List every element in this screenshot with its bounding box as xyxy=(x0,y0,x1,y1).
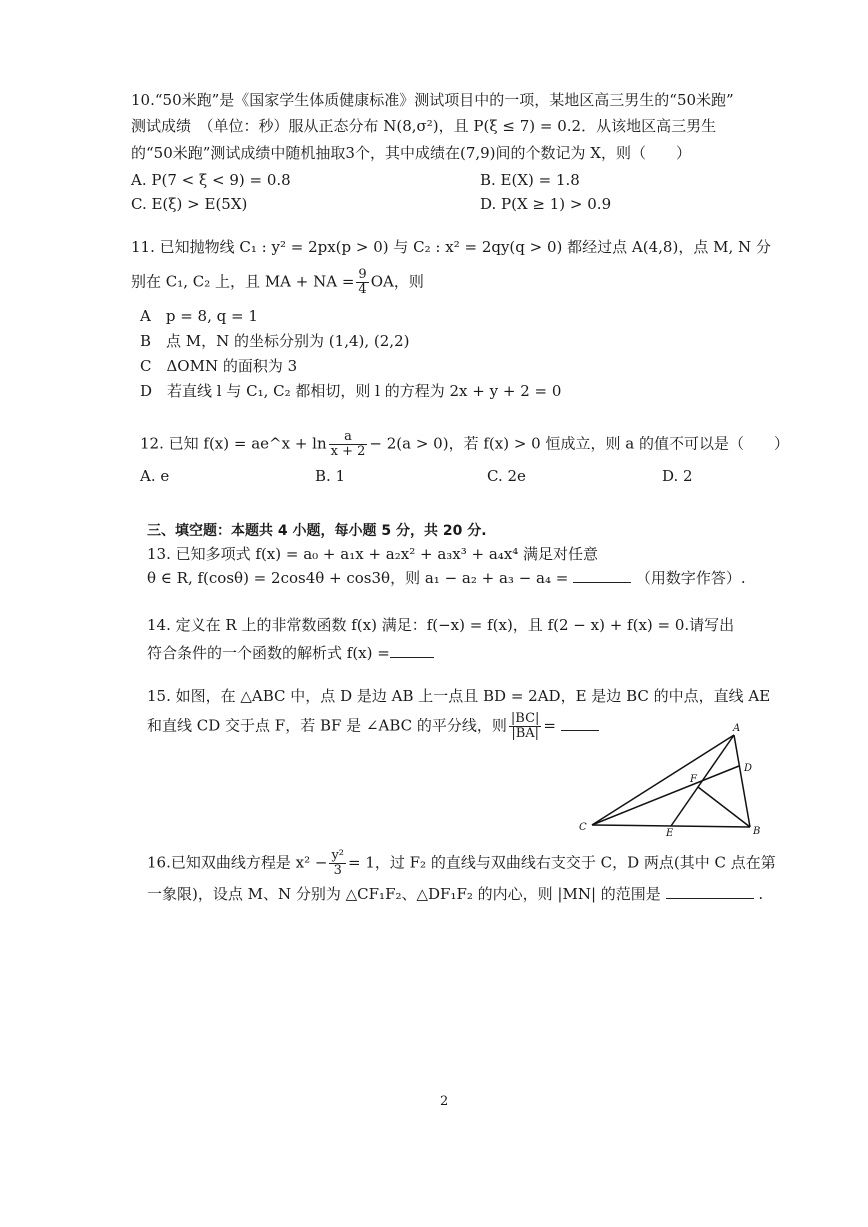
q16-answer-blank[interactable] xyxy=(666,884,754,899)
q10-option-a: A. P(7 < ξ < 9) = 0.8 xyxy=(131,171,291,189)
label-a: A xyxy=(733,723,741,734)
q13-stem-line1: 13. 已知多项式 f(x) = a₀ + a₁x + a₂x² + a₃x³ + a₄x⁴ 满足对任意 xyxy=(147,545,599,563)
label-c: C xyxy=(579,822,587,833)
q12-frac-denominator: x + 2 xyxy=(330,444,366,459)
q16-stem-tail: . xyxy=(758,885,764,903)
q16-stem-text-b: = 1，过 F₂ 的直线与双曲线右支交于 C，D 两点(其中 C 点在第 xyxy=(348,853,776,872)
q11-stem-text-b: OA，则 xyxy=(370,272,424,291)
q13-stem-line2 xyxy=(147,568,746,588)
page-number: 2 xyxy=(440,1094,449,1109)
q11-stem-line2 xyxy=(131,268,424,297)
q12-stem-text-a: 12. 已知 f(x) = ae^x + ln xyxy=(140,434,327,453)
line-ca xyxy=(592,735,734,825)
q11-fraction xyxy=(356,268,368,297)
q16-stem-line2 xyxy=(147,884,763,904)
q11-stem-text-a: 别在 C₁, C₂ 上，且 MA + NA = xyxy=(131,272,355,291)
triangle-figure xyxy=(570,720,770,842)
q15-stem-line1: 15. 如图，在 △ABC 中，点 D 是边 AB 上一点且 BD = 2AD，E 是边 BC 的中点，直线 AE xyxy=(147,687,771,705)
label-f: F xyxy=(690,774,697,785)
q13-answer-blank[interactable] xyxy=(573,568,631,583)
q16-fraction xyxy=(329,849,346,878)
q14-answer-blank[interactable] xyxy=(390,643,434,658)
q11-option-d: D 若直线 l 与 C₁, C₂ 都相切，则 l 的方程为 2x + y + 2 = 0 xyxy=(140,382,562,400)
q15-frac-denominator: |BA| xyxy=(511,726,540,741)
q13-stem-text: θ ∈ R, f(cosθ) = 2cos4θ + cos3θ，则 a₁ − a₂ + a₃ − a₄ = xyxy=(147,569,569,587)
q12-option-c: C. 2e xyxy=(487,467,526,485)
q12-option-b: B. 1 xyxy=(315,467,346,485)
line-ab xyxy=(734,735,753,827)
q12-option-d: D. 2 xyxy=(662,467,693,485)
q11-stem-line1: 11. 已知抛物线 C₁ : y² = 2px(p > 0) 与 C₂ : x² = 2qy(q > 0) 都经过点 A(4,8)，点 M, N 分 xyxy=(131,238,771,256)
q10-option-b: B. E(X) = 1.8 xyxy=(480,171,580,189)
label-e: E xyxy=(666,828,674,839)
q11-frac-numerator: 9 xyxy=(358,267,367,282)
q10-stem-line3: 的“50米跑”测试成绩中随机抽取3个，其中成绩在(7,9)间的个数记为 X，则（ ） xyxy=(131,144,691,162)
q15-stem-line2 xyxy=(147,712,599,741)
line-bf xyxy=(698,787,750,827)
section-heading-fill-in: 三、填空题：本题共 4 小题，每小题 5 分，共 20 分. xyxy=(147,523,487,539)
q10-stem-line2: 测试成绩 （单位：秒）服从正态分布 N(8,σ²)，且 P(ξ ≤ 7) = 0.2．从该地区高三男生 xyxy=(131,117,717,135)
q11-option-b: B 点 M，N 的坐标分别为 (1,4), (2,2) xyxy=(140,332,410,350)
q16-stem-text-a: 16.已知双曲线方程是 x² − xyxy=(147,853,328,872)
q13-stem-tail: （用数字作答）. xyxy=(635,569,746,587)
q11-option-c: C ΔOMN 的面积为 3 xyxy=(140,357,298,375)
q15-stem-text-b: = xyxy=(543,716,556,735)
q12-frac-numerator: a xyxy=(329,430,368,445)
q12-stem-text-b: − 2(a > 0)，若 f(x) > 0 恒成立，则 a 的值不可以是（ ） xyxy=(369,434,789,453)
q15-frac-numerator: |BC| xyxy=(510,711,540,726)
q16-stem-line1 xyxy=(147,849,776,878)
q14-stem-line2 xyxy=(147,643,434,663)
q12-stem xyxy=(140,430,789,459)
q14-stem-line1: 14. 定义在 R 上的非常数函数 f(x) 满足：f(−x) = f(x)，且 f(2 − x) + f(x) = 0.请写出 xyxy=(147,616,735,634)
q14-stem-text: 符合条件的一个函数的解析式 f(x) = xyxy=(147,644,390,662)
q16-stem-text: 一象限)，设点 M、N 分别为 △CF₁F₂、△DF₁F₂ 的内心，则 |MN| 的范围是 xyxy=(147,885,661,903)
q11-option-a: A p = 8, q = 1 xyxy=(140,307,258,325)
label-b: B xyxy=(753,826,761,837)
q15-fraction xyxy=(509,712,542,741)
q16-frac-denominator: 3 xyxy=(333,863,342,878)
q10-option-d: D. P(X ≥ 1) > 0.9 xyxy=(480,195,612,213)
q12-fraction xyxy=(329,430,368,459)
q12-option-a: A. e xyxy=(140,467,170,485)
line-cd xyxy=(592,766,739,825)
q16-frac-numerator: y² xyxy=(331,848,344,863)
label-d: D xyxy=(744,763,753,774)
q10-stem-line1: 10.“50米跑”是《国家学生体质健康标准》测试项目中的一项，某地区高三男生的“50米跑” xyxy=(131,91,734,109)
q15-stem-text-a: 和直线 CD 交于点 F，若 BF 是 ∠ABC 的平分线，则 xyxy=(147,716,507,735)
q10-option-c: C. E(ξ) > E(5X) xyxy=(131,195,248,213)
q11-frac-denominator: 4 xyxy=(358,282,367,297)
